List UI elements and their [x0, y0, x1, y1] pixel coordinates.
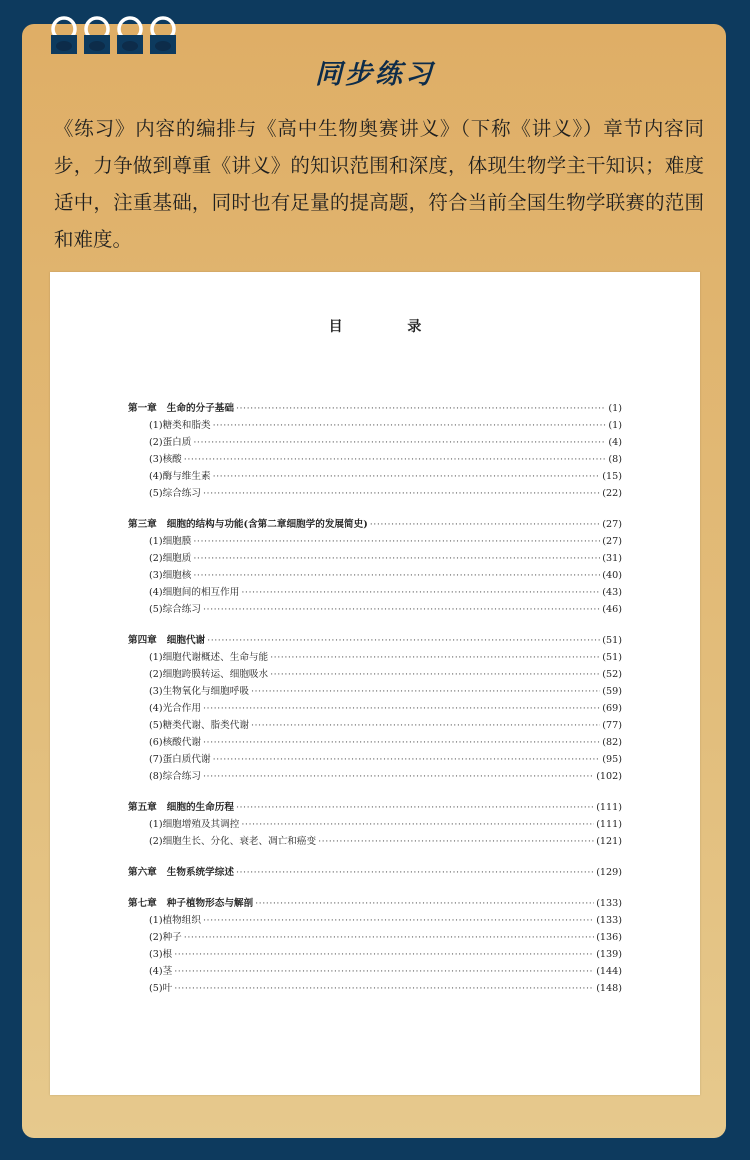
toc-page-number: (51) — [602, 652, 622, 663]
toc-leader-dots — [203, 734, 600, 751]
toc-leader-dots — [318, 833, 594, 850]
toc-chapter-number: 第七章 — [128, 898, 157, 909]
toc-section-row — [128, 567, 622, 584]
toc-leader-dots — [251, 717, 600, 734]
toc-leader-dots — [270, 649, 600, 666]
binder-rings-icon — [50, 8, 180, 54]
toc-chapter — [128, 799, 622, 850]
toc-section-label: (4)光合作用 — [149, 703, 201, 714]
toc-chapter — [128, 632, 622, 785]
toc-leader-dots — [213, 751, 601, 768]
toc-chapter-row — [128, 400, 622, 417]
toc-leader-dots — [236, 400, 606, 417]
toc-page-number: (111) — [596, 819, 622, 830]
toc-chapter-label — [128, 516, 368, 533]
table-of-contents — [128, 400, 622, 1011]
toc-section-row — [128, 963, 622, 980]
toc-section-row — [128, 649, 622, 666]
toc-page-number: (59) — [602, 686, 622, 697]
toc-page-number: (51) — [602, 635, 622, 646]
toc-page-number: (1) — [608, 420, 622, 431]
toc-page-number: (111) — [596, 802, 622, 813]
toc-leader-dots — [370, 516, 601, 533]
toc-section-row — [128, 816, 622, 833]
toc-leader-dots — [174, 946, 594, 963]
toc-leader-dots — [213, 417, 607, 434]
toc-page-number: (139) — [596, 949, 622, 960]
toc-leader-dots — [174, 980, 594, 997]
toc-section-row — [128, 434, 622, 451]
intro-paragraph: 《练习》内容的编排与《高中生物奥赛讲义》（下称《讲义》）章节内容同步，力争做到尊重《讲义》的知识范围和深度，体现生物学主干知识；难度适中，注重基础，同时也有足量的提高题，符合当前全国生物学联赛的范围和难度。 — [54, 117, 704, 251]
toc-chapter-row — [128, 632, 622, 649]
toc-section-label: (5)叶 — [149, 983, 173, 994]
toc-page-number: (4) — [608, 437, 622, 448]
toc-chapter-label — [128, 400, 234, 417]
toc-section-label: (1)细胞增殖及其调控 — [149, 819, 240, 830]
toc-leader-dots — [236, 864, 594, 881]
toc-section-label: (5)糖类代谢、脂类代谢 — [149, 720, 249, 731]
toc-chapter-label — [128, 632, 205, 649]
toc-leader-dots — [241, 816, 594, 833]
toc-section-label: (1)糖类和脂类 — [149, 420, 211, 431]
toc-chapter-row — [128, 799, 622, 816]
toc-section-row — [128, 601, 622, 618]
toc-chapter-number: 第六章 — [128, 867, 157, 878]
toc-page-number: (95) — [602, 754, 622, 765]
toc-page-number: (43) — [602, 587, 622, 598]
toc-section-row — [128, 666, 622, 683]
toc-page-number: (82) — [602, 737, 622, 748]
toc-chapter — [128, 516, 622, 618]
toc-section-label: (3)核酸 — [149, 454, 182, 465]
toc-section-label: (5)综合练习 — [149, 488, 201, 499]
toc-section-label: (6)核酸代谢 — [149, 737, 201, 748]
toc-leader-dots — [213, 468, 601, 485]
toc-leader-dots — [255, 895, 594, 912]
toc-leader-dots — [270, 666, 600, 683]
toc-chapter-title: 生命的分子基础 — [166, 403, 234, 414]
toc-section-label: (2)种子 — [149, 932, 182, 943]
toc-section-label: (4)细胞间的相互作用 — [149, 587, 240, 598]
toc-section-label: (2)细胞生长、分化、衰老、凋亡和癌变 — [149, 836, 317, 847]
toc-section-row — [128, 485, 622, 502]
toc-section-row — [128, 980, 622, 997]
toc-section-row — [128, 717, 622, 734]
toc-chapter-title: 生物系统学综述 — [166, 867, 234, 878]
toc-chapter-label — [128, 895, 253, 912]
toc-section-label: (2)细胞跨膜转运、细胞吸水 — [149, 669, 269, 680]
toc-leader-dots — [203, 485, 600, 502]
toc-chapter — [128, 400, 622, 502]
toc-leader-dots — [203, 601, 600, 618]
toc-page-number: (46) — [602, 604, 622, 615]
toc-section-row — [128, 700, 622, 717]
toc-chapter-number: 第五章 — [128, 802, 157, 813]
toc-leader-dots — [236, 799, 594, 816]
toc-section-label: (1)细胞膜 — [149, 536, 192, 547]
toc-leader-dots — [203, 768, 594, 785]
toc-section-row — [128, 468, 622, 485]
toc-section-label: (3)根 — [149, 949, 173, 960]
toc-leader-dots — [193, 550, 600, 567]
toc-section-label: (4)酶与维生素 — [149, 471, 211, 482]
toc-leader-dots — [184, 451, 607, 468]
toc-page-number: (144) — [596, 966, 622, 977]
toc-section-row — [128, 929, 622, 946]
toc-page-number: (133) — [596, 915, 622, 926]
toc-section-label: (5)综合练习 — [149, 604, 201, 615]
toc-section-row — [128, 584, 622, 601]
section-title: 同步练习 — [315, 59, 435, 90]
toc-leader-dots — [184, 929, 594, 946]
toc-section-label: (1)植物组织 — [149, 915, 201, 926]
toc-section-row — [128, 751, 622, 768]
toc-section-label: (2)细胞质 — [149, 553, 192, 564]
toc-leader-dots — [174, 963, 594, 980]
toc-chapter — [128, 864, 622, 881]
toc-leader-dots — [203, 912, 594, 929]
toc-page-number: (8) — [608, 454, 622, 465]
toc-section-row — [128, 833, 622, 850]
toc-section-row — [128, 946, 622, 963]
toc-section-label: (3)细胞核 — [149, 570, 192, 581]
toc-page-number: (77) — [602, 720, 622, 731]
toc-section-row — [128, 734, 622, 751]
toc-section-row — [128, 912, 622, 929]
toc-chapter-row — [128, 895, 622, 912]
toc-chapter-label — [128, 864, 234, 881]
toc-page-number: (136) — [596, 932, 622, 943]
toc-page-number: (102) — [596, 771, 622, 782]
toc-section-label: (7)蛋白质代谢 — [149, 754, 211, 765]
toc-page-number: (52) — [602, 669, 622, 680]
toc-section-label: (3)生物氧化与细胞呼吸 — [149, 686, 249, 697]
toc-page-number: (22) — [602, 488, 622, 499]
toc-section-label: (2)蛋白质 — [149, 437, 192, 448]
toc-page-number: (129) — [596, 867, 622, 878]
toc-section-row — [128, 533, 622, 550]
toc-page-number: (40) — [602, 570, 622, 581]
toc-leader-dots — [207, 632, 600, 649]
toc-chapter-row — [128, 516, 622, 533]
toc-leader-dots — [193, 567, 600, 584]
toc-chapter-label — [128, 799, 234, 816]
toc-section-row — [128, 768, 622, 785]
toc-leader-dots — [251, 683, 600, 700]
toc-leader-dots — [193, 434, 606, 451]
toc-chapter-number: 第四章 — [128, 635, 157, 646]
toc-section-row — [128, 550, 622, 567]
toc-page-number: (148) — [596, 983, 622, 994]
toc-section-row — [128, 451, 622, 468]
toc-chapter — [128, 895, 622, 997]
toc-section-label: (1)细胞代谢概述、生命与能 — [149, 652, 269, 663]
toc-page-number: (1) — [608, 403, 622, 414]
toc-leader-dots — [241, 584, 600, 601]
toc-page-number: (31) — [602, 553, 622, 564]
toc-page-number: (15) — [602, 471, 622, 482]
toc-leader-dots — [203, 700, 600, 717]
toc-chapter-title: 细胞的生命历程 — [166, 802, 234, 813]
toc-section-label: (4)茎 — [149, 966, 173, 977]
toc-chapter-number: 第三章 — [128, 519, 157, 530]
toc-chapter-title: 细胞的结构与功能(含第二章细胞学的发展简史) — [166, 519, 368, 530]
toc-page-number: (27) — [602, 536, 622, 547]
toc-leader-dots — [193, 533, 600, 550]
toc-page-number: (69) — [602, 703, 622, 714]
toc-heading: 目 录 — [328, 319, 452, 335]
toc-section-row — [128, 417, 622, 434]
toc-page-number: (133) — [596, 898, 622, 909]
toc-section-label: (8)综合练习 — [149, 771, 201, 782]
toc-section-row — [128, 683, 622, 700]
toc-chapter-title: 细胞代谢 — [166, 635, 206, 646]
toc-chapter-title: 种子植物形态与解剖 — [166, 898, 254, 909]
toc-chapter-number: 第一章 — [128, 403, 157, 414]
toc-page-number: (27) — [602, 519, 622, 530]
toc-page-image — [50, 272, 700, 1095]
toc-page-number: (121) — [596, 836, 622, 847]
toc-chapter-row — [128, 864, 622, 881]
